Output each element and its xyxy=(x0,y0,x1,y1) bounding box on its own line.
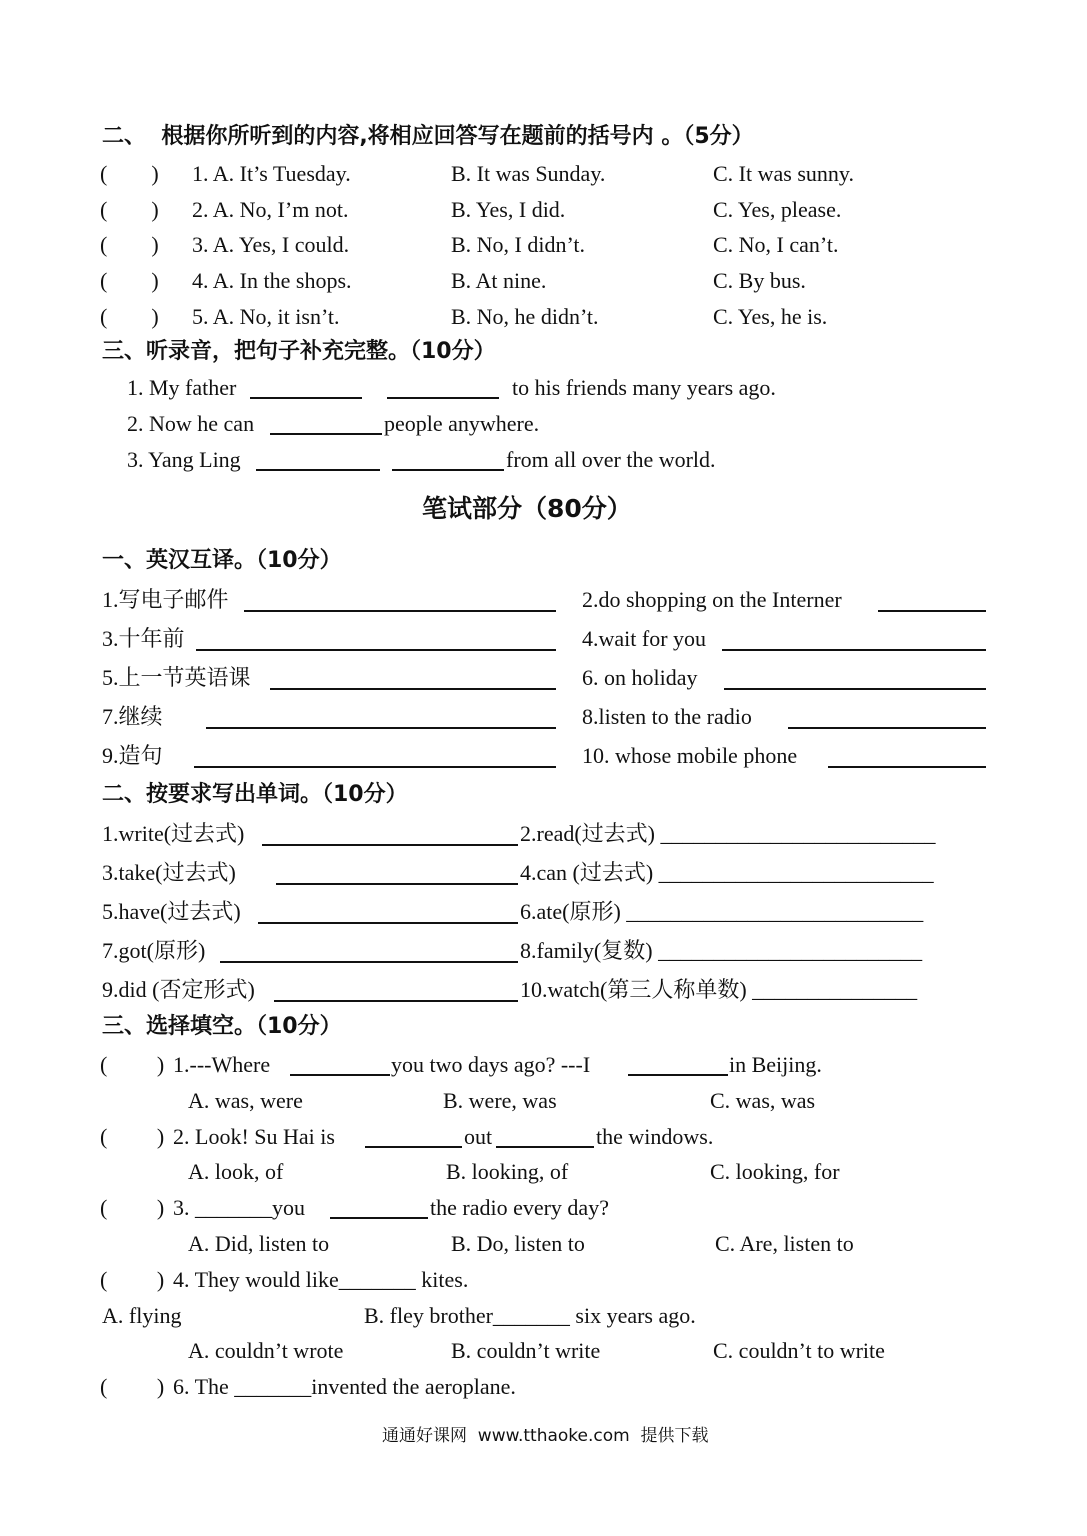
option-a: 4. A. In the shops. xyxy=(192,268,352,293)
item-prompt: 4.wait for you xyxy=(582,626,707,651)
question-text: 4. They would like_______ kites. xyxy=(173,1267,469,1292)
answer-blank[interactable] xyxy=(290,1074,390,1076)
item-prompt: 1.write(过去式) xyxy=(102,821,245,846)
item-prompt: 3.take(过去式) xyxy=(102,860,236,885)
choice-option: B. were, was xyxy=(443,1088,557,1113)
item-prompt: 10. whose mobile phone xyxy=(582,743,798,768)
answer-blank[interactable] xyxy=(196,649,556,651)
item-prompt: 4.can (过去式) _________________________ xyxy=(520,860,934,885)
item-prompt: 8.family(复数) ________________________ xyxy=(520,938,923,963)
option-a: 5. A. No, it isn’t. xyxy=(192,304,340,329)
sentence-text: 3. Yang Ling xyxy=(127,447,241,472)
answer-blank[interactable] xyxy=(274,1000,518,1002)
item-prompt: 9.did (否定形式) xyxy=(102,977,255,1002)
sentence-text: 2. Now he can xyxy=(127,411,255,436)
item-prompt: 5.上一节英语课 xyxy=(102,665,251,690)
section-heading: 三、选择填空。（10分） xyxy=(102,1014,342,1039)
question-text: out xyxy=(464,1124,493,1149)
answer-blank[interactable] xyxy=(258,922,518,924)
option-c: C. No, I can’t. xyxy=(713,232,839,257)
answer-bracket: ( ) xyxy=(100,197,159,222)
choice-option: B. couldn’t write xyxy=(451,1338,601,1363)
item-prompt: 10.watch(第三人称单数) _______________ xyxy=(520,977,918,1002)
answer-bracket: ( ) xyxy=(100,232,159,257)
answer-blank[interactable] xyxy=(276,883,518,885)
choice-option: A. couldn’t wrote xyxy=(188,1338,344,1363)
item-prompt: 1.写电子邮件 xyxy=(102,587,229,612)
section-heading: 三、听录音，把句子补充完整。（10分） xyxy=(102,339,496,364)
option-c: C. Yes, please. xyxy=(713,197,842,222)
answer-blank[interactable] xyxy=(220,961,518,963)
question-text: you two days ago? ---I xyxy=(391,1052,591,1077)
option-b: B. It was Sunday. xyxy=(451,161,606,186)
footer-text: 通通好课网 www.tthaoke.com 提供下载 xyxy=(382,1426,709,1446)
choice-option: B. Do, listen to xyxy=(451,1231,585,1256)
answer-blank[interactable] xyxy=(828,766,986,768)
answer-bracket: ( ) xyxy=(100,1374,165,1399)
question-text: 3. _______you xyxy=(173,1195,305,1220)
answer-blank[interactable] xyxy=(628,1074,728,1076)
sentence-text: from all over the world. xyxy=(506,447,716,472)
choice-option: C. looking, for xyxy=(710,1159,840,1184)
question-text: 6. The _______invented the aeroplane. xyxy=(173,1374,516,1399)
answer-blank[interactable] xyxy=(270,433,382,435)
answer-blank[interactable] xyxy=(330,1217,428,1219)
option-c: C. Yes, he is. xyxy=(713,304,828,329)
question-text: 1.---Where xyxy=(173,1052,271,1077)
choice-option: A. flying xyxy=(102,1303,182,1328)
question-text: 2. Look! Su Hai is xyxy=(173,1124,335,1149)
question-text: the windows. xyxy=(596,1124,714,1149)
option-b: B. No, he didn’t. xyxy=(451,304,599,329)
item-prompt: 7.got(原形) xyxy=(102,938,206,963)
answer-blank[interactable] xyxy=(244,610,556,612)
answer-blank[interactable] xyxy=(387,397,499,399)
choice-option: C. was, was xyxy=(710,1088,816,1113)
choice-option: A. was, were xyxy=(188,1088,303,1113)
page-title: 笔试部分（80分） xyxy=(422,494,632,523)
option-c: C. By bus. xyxy=(713,268,806,293)
answer-bracket: ( ) xyxy=(100,161,159,186)
answer-blank[interactable] xyxy=(256,469,380,471)
answer-blank[interactable] xyxy=(392,469,504,471)
answer-blank[interactable] xyxy=(194,766,556,768)
answer-blank[interactable] xyxy=(722,649,986,651)
answer-blank[interactable] xyxy=(788,727,986,729)
item-prompt: 2.do shopping on the Interner xyxy=(582,587,842,612)
item-prompt: 6. on holiday xyxy=(582,665,698,690)
answer-bracket: ( ) xyxy=(100,304,159,329)
answer-blank[interactable] xyxy=(724,688,986,690)
question-text: the radio every day? xyxy=(430,1195,609,1220)
item-prompt: 3.十年前 xyxy=(102,626,185,651)
option-a: 3. A. Yes, I could. xyxy=(192,232,350,257)
answer-blank[interactable] xyxy=(206,727,556,729)
sentence-text: 1. My father xyxy=(127,375,237,400)
item-prompt: 8.listen to the radio xyxy=(582,704,752,729)
section-heading: 一、英汉互译。（10分） xyxy=(102,548,342,573)
option-b: B. Yes, I did. xyxy=(451,197,566,222)
option-a: 2. A. No, I’m not. xyxy=(192,197,349,222)
answer-blank[interactable] xyxy=(365,1146,462,1148)
option-b: B. No, I didn’t. xyxy=(451,232,586,257)
item-prompt: 9.造句 xyxy=(102,743,163,768)
option-b: B. At nine. xyxy=(451,268,547,293)
answer-blank[interactable] xyxy=(262,844,518,846)
question-text: in Beijing. xyxy=(729,1052,822,1077)
choice-option: B. looking, of xyxy=(446,1159,569,1184)
item-prompt: 5.have(过去式) xyxy=(102,899,241,924)
option-c: C. It was sunny. xyxy=(713,161,854,186)
answer-blank[interactable] xyxy=(270,688,556,690)
choice-option: C. Are, listen to xyxy=(715,1231,854,1256)
sentence-text: to his friends many years ago. xyxy=(512,375,776,400)
answer-bracket: ( ) xyxy=(100,1052,165,1077)
item-prompt: 6.ate(原形) ___________________________ xyxy=(520,899,924,924)
choice-option: A. look, of xyxy=(188,1159,284,1184)
item-prompt: 7.继续 xyxy=(102,704,163,729)
item-prompt: 2.read(过去式) _________________________ xyxy=(520,821,936,846)
option-a: 1. A. It’s Tuesday. xyxy=(192,161,351,186)
answer-bracket: ( ) xyxy=(100,1195,165,1220)
choice-option: A. Did, listen to xyxy=(188,1231,330,1256)
choice-option: C. couldn’t to write xyxy=(713,1338,885,1363)
answer-bracket: ( ) xyxy=(100,1267,165,1292)
section-heading: 二、 根据你所听到的内容,将相应回答写在题前的括号内 。（5分） xyxy=(102,124,754,149)
answer-blank[interactable] xyxy=(250,397,362,399)
answer-bracket: ( ) xyxy=(100,1124,165,1149)
sentence-text: people anywhere. xyxy=(384,411,540,436)
answer-bracket: ( ) xyxy=(100,268,159,293)
answer-blank[interactable] xyxy=(496,1146,594,1148)
answer-blank[interactable] xyxy=(878,610,986,612)
section-heading: 二、按要求写出单词。（10分） xyxy=(102,782,408,807)
question-text: B. fley brother_______ six years ago. xyxy=(364,1303,696,1328)
